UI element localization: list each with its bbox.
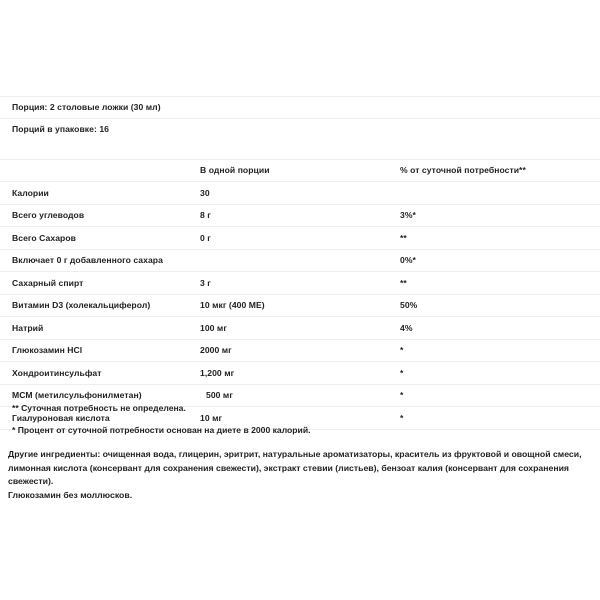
nutrient-daily-value: * [400, 345, 404, 356]
nutrient-amount: 10 мкг (400 МЕ) [200, 300, 265, 311]
nutrient-amount: 500 мг [206, 390, 233, 401]
nutrient-amount: 3 г [200, 277, 211, 288]
nutrient-amount: 30 [200, 187, 210, 198]
nutrient-name: Глюкозамин HCl [12, 345, 83, 356]
serving-size-text: Порция: 2 столовые ложки (30 мл) [12, 102, 161, 113]
table-spacer-row [0, 140, 600, 160]
nutrient-name: МСМ (метилсульфонилметан) [12, 390, 142, 401]
footnotes-section [12, 398, 592, 441]
other-ingredients-text: Другие ингредиенты: очищенная вода, глицерин, эритрит, натуральные ароматизаторы, краситель из фруктовой и овощной смеси, лимонная кислота (консервант для сохранения свежести), экстракт стевии (листьев), бензоат калия (консервант для сохранения свежести). [8, 449, 582, 486]
nutrient-name: Витамин D3 (холекальциферол) [12, 300, 151, 311]
nutrient-name: Сахарный спирт [12, 277, 84, 288]
nutrient-daily-value: ** [400, 277, 407, 288]
shellfish-free-note: Глюкозамин без моллюсков. [8, 489, 133, 500]
nutrient-daily-value: 3%* [400, 210, 416, 221]
column-header-label [0, 159, 200, 182]
nutrient-daily-value: * [400, 412, 404, 423]
nutrition-table-body [0, 97, 600, 430]
nutrition-facts-table [0, 96, 600, 430]
nutrient-name: Натрий [12, 322, 44, 333]
servings-per-container-text: Порций в упаковке: 16 [12, 124, 109, 134]
nutrient-name: Хондроитинсульфат [12, 367, 102, 378]
column-header-row [0, 159, 600, 182]
nutrient-amount [200, 249, 400, 272]
table-row [0, 182, 600, 205]
nutrient-amount: 1,200 мг [200, 367, 235, 378]
nutrient-amount: 2000 мг [200, 345, 232, 356]
nutrient-name: Калории [12, 187, 49, 198]
column-header-daily-value: % от суточной потребности** [400, 165, 526, 176]
nutrient-daily-value: 0%* [400, 255, 416, 266]
nutrient-name: Всего углеводов [12, 210, 85, 221]
nutrient-daily-value [400, 182, 600, 205]
ingredients-section [8, 448, 596, 502]
table-row [0, 339, 600, 362]
table-row [0, 272, 600, 295]
table-row [0, 204, 600, 227]
nutrient-daily-value: 50% [400, 300, 418, 311]
serving-size-row [0, 97, 600, 119]
nutrient-daily-value: 4% [400, 322, 413, 333]
nutrient-name: Гиалуроновая кислота [12, 412, 110, 423]
nutrient-name: Всего Сахаров [12, 232, 76, 243]
spacer-cell-label [0, 140, 200, 160]
spacer-cell-amount [200, 140, 400, 160]
nutrient-amount: 8 г [200, 210, 211, 221]
table-row [0, 249, 600, 272]
column-header-amount: В одной порции [200, 165, 270, 176]
table-row [0, 317, 600, 340]
footnote-daily-value-not-established: ** Суточная потребность не определена. [12, 403, 186, 413]
table-row [0, 227, 600, 250]
nutrient-amount: 0 г [200, 232, 211, 243]
servings-per-container-row [0, 118, 600, 140]
nutrient-amount: 10 мг [200, 412, 223, 423]
nutrient-daily-value: * [400, 390, 404, 401]
nutrient-name: Включает 0 г добавленного сахара [12, 255, 163, 266]
table-row [0, 362, 600, 385]
table-row [0, 294, 600, 317]
nutrient-daily-value: * [400, 367, 404, 378]
nutrient-amount: 100 мг [200, 322, 227, 333]
footnote-percent-daily-value-basis: * Процент от суточной потребности основан на диете в 2000 калорий. [12, 424, 311, 435]
nutrient-daily-value: ** [400, 232, 407, 243]
spacer-cell-dv [400, 140, 600, 160]
